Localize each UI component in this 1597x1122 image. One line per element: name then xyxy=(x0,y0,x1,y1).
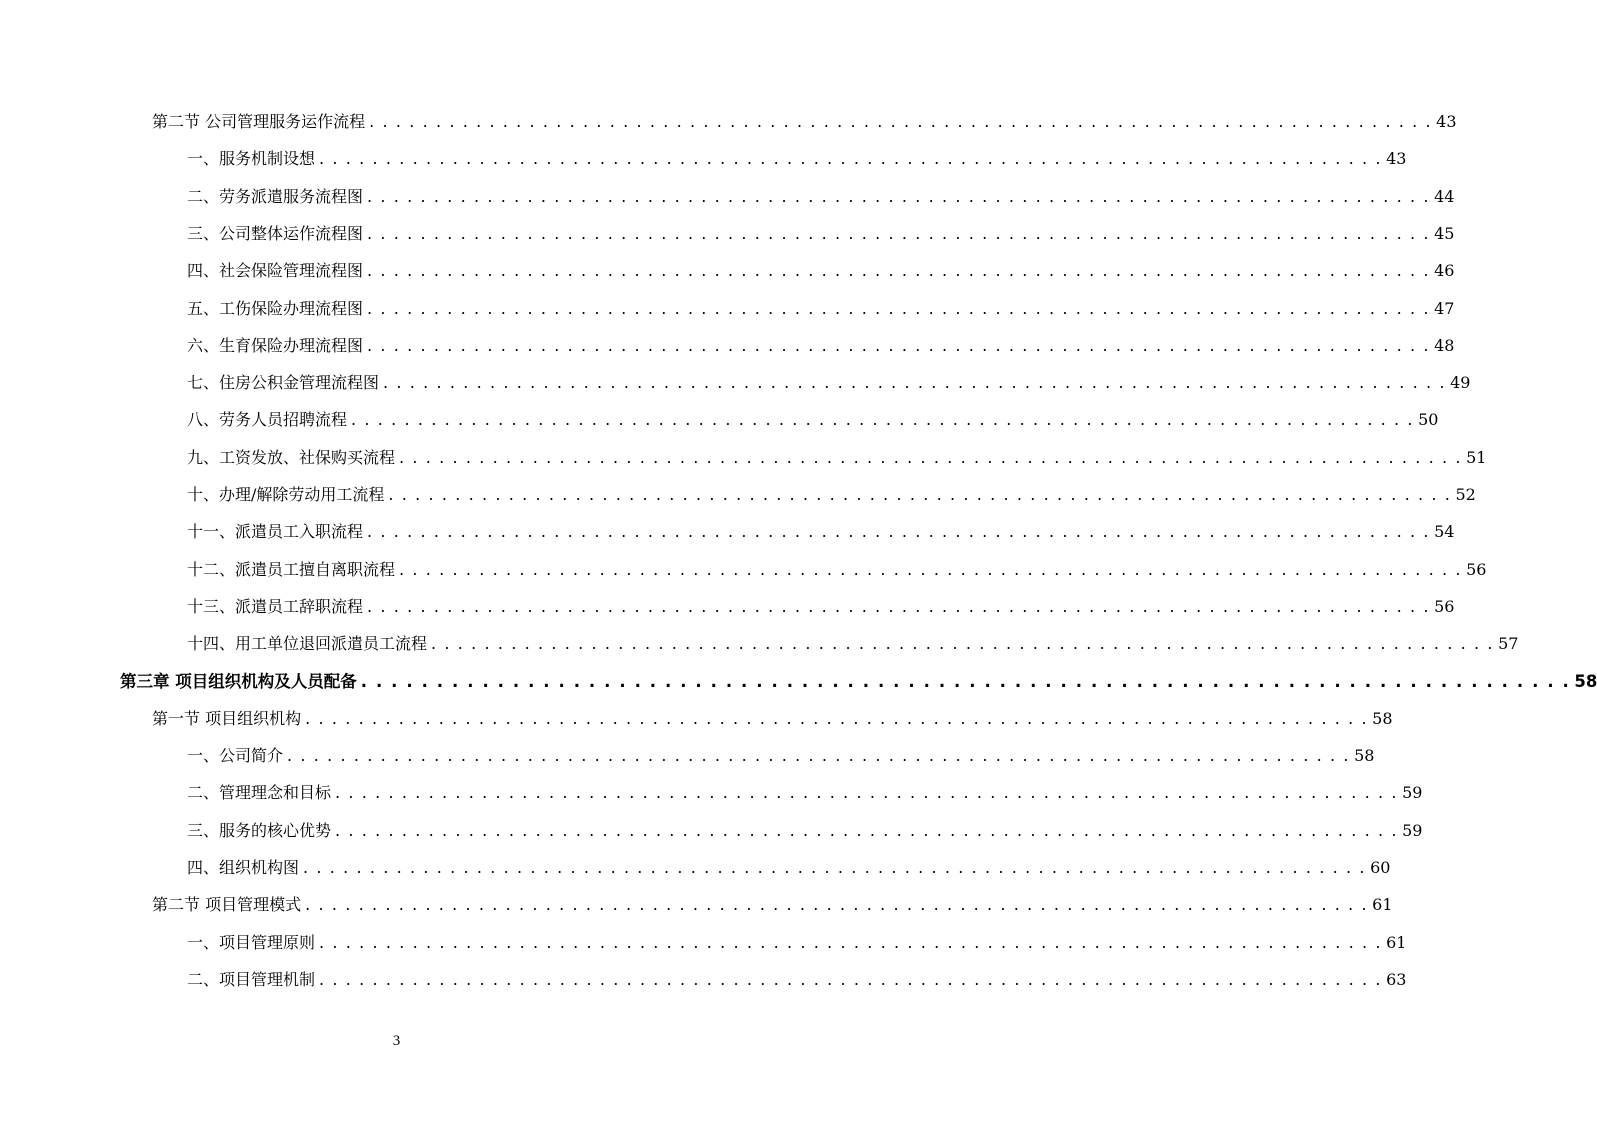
toc-entry-item[interactable] xyxy=(187,817,1423,841)
dot-leader: . . . . . . . . . . . . . . . . . . . . . . . . . . . . . . . . . . . . . . . . . . . . . . . . . . . . . . . . . . . . . . . . . . . . . . . . . . . . . . . . xyxy=(367,597,1431,616)
dot-leader: . . . . . . . . . . . . . . . . . . . . . . . . . . . . . . . . . . . . . . . . . . . . . . . . . . . . . . . . . . . . . . . . . . . . . . . . . . . . . . . . xyxy=(319,933,1383,952)
toc-entry-item[interactable] xyxy=(187,145,1407,169)
toc-entry-title: 第一节 项目组织机构 xyxy=(152,709,302,728)
toc-entry-page: 57 xyxy=(1498,634,1519,653)
toc-entry-page: 54 xyxy=(1434,522,1455,541)
toc-entry-item[interactable] xyxy=(187,518,1455,542)
toc-entry-title: 第二节 公司管理服务运作流程 xyxy=(152,112,366,131)
toc-entry-page: 50 xyxy=(1418,410,1439,429)
toc-entry-page: 60 xyxy=(1370,858,1391,877)
toc-entry-page: 44 xyxy=(1434,187,1455,206)
toc-entry-title: 八、劳务人员招聘流程 xyxy=(187,410,348,429)
toc-entry-page: 59 xyxy=(1402,783,1423,802)
toc-entry-item[interactable] xyxy=(187,406,1439,430)
toc-entry-page: 56 xyxy=(1434,597,1455,616)
toc-entry-title: 十、办理/解除劳动用工流程 xyxy=(187,485,385,504)
dot-leader: . . . . . . . . . . . . . . . . . . . . . . . . . . . . . . . . . . . . . . . . . . . . . . . . . . . . . . . . . . . . . . . . . . . . . . . . . . . . . . . . xyxy=(303,858,1367,877)
toc-entry-title: 一、项目管理原则 xyxy=(187,933,316,952)
toc-entry-title: 一、服务机制设想 xyxy=(187,149,316,168)
dot-leader: . . . . . . . . . . . . . . . . . . . . . . . . . . . . . . . . . . . . . . . . . . . . . . . . . . . . . . . . . . . . . . . . . . . . . . . . . . . . . . . . xyxy=(305,709,1369,728)
toc-entry-item[interactable] xyxy=(187,966,1407,990)
toc-entry-item[interactable] xyxy=(187,556,1487,580)
toc-entry-item[interactable] xyxy=(187,295,1455,319)
toc-entry-item[interactable] xyxy=(187,332,1455,356)
toc-entry-page: 48 xyxy=(1434,336,1455,355)
toc-entry-item[interactable] xyxy=(187,929,1407,953)
toc-entry-item[interactable] xyxy=(187,257,1455,281)
toc-entry-chapter[interactable] xyxy=(120,668,1597,692)
toc-entry-title: 九、工资发放、社保购买流程 xyxy=(187,448,396,467)
toc-entry-title: 第三章 项目组织机构及人员配备 xyxy=(120,672,357,691)
dot-leader: . . . . . . . . . . . . . . . . . . . . . . . . . . . . . . . . . . . . . . . . . . . . . . . . . . . . . . . . . . . . . . . . . . . . . . . . . . . . . . . . xyxy=(399,560,1463,579)
toc-entry-item[interactable] xyxy=(187,444,1487,468)
dot-leader: . . . . . . . . . . . . . . . . . . . . . . . . . . . . . . . . . . . . . . . . . . . . . . . . . . . . . . . . . . . . . . . . . . . . . . . . . . . . . . . . xyxy=(367,522,1431,541)
dot-leader: . . . . . . . . . . . . . . . . . . . . . . . . . . . . . . . . . . . . . . . . . . . . . . . . . . . . . . . . . . . . . . . . . . . . . . . . . . . . . . . . xyxy=(431,634,1495,653)
toc-entry-title: 十四、用工单位退回派遣员工流程 xyxy=(187,634,428,653)
toc-entry-item[interactable] xyxy=(187,481,1476,505)
dot-leader: . . . . . . . . . . . . . . . . . . . . . . . . . . . . . . . . . . . . . . . . . . . . . . . . . . . . . . . . . . . . . . . . . . . . . . . . . . . . . . . . xyxy=(351,410,1415,429)
toc-entry-page: 59 xyxy=(1402,821,1423,840)
dot-leader: . . . . . . . . . . . . . . . . . . . . . . . . . . . . . . . . . . . . . . . . . . . . . . . . . . . . . . . . . . . . . . . . . . . . . . . . . . . . . . . . xyxy=(383,373,1447,392)
toc-entry-title: 二、项目管理机制 xyxy=(187,970,316,989)
toc-entry-page: 61 xyxy=(1372,895,1393,914)
toc-entry-page: 51 xyxy=(1466,448,1487,467)
toc-entry-title: 三、公司整体运作流程图 xyxy=(187,224,364,243)
dot-leader: . . . . . . . . . . . . . . . . . . . . . . . . . . . . . . . . . . . . . . . . . . . . . . . . . . . . . . . . . . . . . . . . . . . . . . . . . . . . . . . . xyxy=(369,112,1433,131)
toc-entry-item[interactable] xyxy=(187,220,1455,244)
toc-entry-title: 十三、派遣员工辞职流程 xyxy=(187,597,364,616)
dot-leader: . . . . . . . . . . . . . . . . . . . . . . . . . . . . . . . . . . . . . . . . . . . . . . . . . . . . . . . . . . . . . . . . . . . . . . . . . . . . . . . . xyxy=(360,672,1571,691)
toc-entry-page: 58 xyxy=(1354,746,1375,765)
toc-entry-title: 三、服务的核心优势 xyxy=(187,821,332,840)
toc-entry-title: 四、组织机构图 xyxy=(187,858,300,877)
dot-leader: . . . . . . . . . . . . . . . . . . . . . . . . . . . . . . . . . . . . . . . . . . . . . . . . . . . . . . . . . . . . . . . . . . . . . . . . . . . . . . . . xyxy=(367,261,1431,280)
toc-entry-page: 47 xyxy=(1434,299,1455,318)
toc-entry-page: 58 xyxy=(1372,709,1393,728)
toc-entry-page: 43 xyxy=(1436,112,1457,131)
toc-entry-section[interactable] xyxy=(152,705,1393,729)
toc-entry-page: 63 xyxy=(1386,970,1407,989)
toc-entry-title: 四、社会保险管理流程图 xyxy=(187,261,364,280)
dot-leader: . . . . . . . . . . . . . . . . . . . . . . . . . . . . . . . . . . . . . . . . . . . . . . . . . . . . . . . . . . . . . . . . . . . . . . . . . . . . . . . . xyxy=(305,895,1369,914)
toc-entry-title: 第二节 项目管理模式 xyxy=(152,895,302,914)
toc-entry-title: 二、管理理念和目标 xyxy=(187,783,332,802)
toc-entry-page: 49 xyxy=(1450,373,1471,392)
toc-entry-title: 一、公司简介 xyxy=(187,746,284,765)
dot-leader: . . . . . . . . . . . . . . . . . . . . . . . . . . . . . . . . . . . . . . . . . . . . . . . . . . . . . . . . . . . . . . . . . . . . . . . . . . . . . . . . xyxy=(287,746,1351,765)
dot-leader: . . . . . . . . . . . . . . . . . . . . . . . . . . . . . . . . . . . . . . . . . . . . . . . . . . . . . . . . . . . . . . . . . . . . . . . . . . . . . . . . xyxy=(335,821,1399,840)
toc-entry-item[interactable] xyxy=(187,742,1375,766)
dot-leader: . . . . . . . . . . . . . . . . . . . . . . . . . . . . . . . . . . . . . . . . . . . . . . . . . . . . . . . . . . . . . . . . . . . . . . . . . . . . . . . . xyxy=(367,336,1431,355)
dot-leader: . . . . . . . . . . . . . . . . . . . . . . . . . . . . . . . . . . . . . . . . . . . . . . . . . . . . . . . . . . . . . . . . . . . . . . . . . . . . . . . . xyxy=(367,187,1431,206)
toc-entry-title: 十一、派遣员工入职流程 xyxy=(187,522,364,541)
toc-entry-item[interactable] xyxy=(187,593,1455,617)
toc-entry-title: 七、住房公积金管理流程图 xyxy=(187,373,380,392)
dot-leader: . . . . . . . . . . . . . . . . . . . . . . . . . . . . . . . . . . . . . . . . . . . . . . . . . . . . . . . . . . . . . . . . . . . . . . . . . . . . . . . . xyxy=(388,485,1452,504)
dot-leader: . . . . . . . . . . . . . . . . . . . . . . . . . . . . . . . . . . . . . . . . . . . . . . . . . . . . . . . . . . . . . . . . . . . . . . . . . . . . . . . . xyxy=(399,448,1463,467)
toc-entry-section[interactable] xyxy=(152,108,1457,132)
dot-leader: . . . . . . . . . . . . . . . . . . . . . . . . . . . . . . . . . . . . . . . . . . . . . . . . . . . . . . . . . . . . . . . . . . . . . . . . . . . . . . . . xyxy=(319,149,1383,168)
toc-entry-item[interactable] xyxy=(187,630,1519,654)
toc-entry-title: 五、工伤保险办理流程图 xyxy=(187,299,364,318)
dot-leader: . . . . . . . . . . . . . . . . . . . . . . . . . . . . . . . . . . . . . . . . . . . . . . . . . . . . . . . . . . . . . . . . . . . . . . . . . . . . . . . . xyxy=(335,783,1399,802)
toc-entry-page: 58 xyxy=(1574,672,1597,691)
toc-entry-title: 二、劳务派遣服务流程图 xyxy=(187,187,364,206)
toc-entry-title: 十二、派遣员工擅自离职流程 xyxy=(187,560,396,579)
toc-entry-page: 56 xyxy=(1466,560,1487,579)
dot-leader: . . . . . . . . . . . . . . . . . . . . . . . . . . . . . . . . . . . . . . . . . . . . . . . . . . . . . . . . . . . . . . . . . . . . . . . . . . . . . . . . xyxy=(319,970,1383,989)
toc-entry-page: 45 xyxy=(1434,224,1455,243)
toc-entry-item[interactable] xyxy=(187,369,1471,393)
toc-entry-title: 六、生育保险办理流程图 xyxy=(187,336,364,355)
toc-entry-page: 61 xyxy=(1386,933,1407,952)
toc-entry-item[interactable] xyxy=(187,779,1423,803)
toc-entry-item[interactable] xyxy=(187,854,1391,878)
toc-entry-page: 52 xyxy=(1455,485,1476,504)
dot-leader: . . . . . . . . . . . . . . . . . . . . . . . . . . . . . . . . . . . . . . . . . . . . . . . . . . . . . . . . . . . . . . . . . . . . . . . . . . . . . . . . xyxy=(367,299,1431,318)
toc-entry-page: 46 xyxy=(1434,261,1455,280)
toc-entry-page: 43 xyxy=(1386,149,1407,168)
toc-entry-item[interactable] xyxy=(187,183,1455,207)
toc-entry-section[interactable] xyxy=(152,891,1393,915)
dot-leader: . . . . . . . . . . . . . . . . . . . . . . . . . . . . . . . . . . . . . . . . . . . . . . . . . . . . . . . . . . . . . . . . . . . . . . . . . . . . . . . . xyxy=(367,224,1431,243)
page-number: 3 xyxy=(392,1033,401,1049)
